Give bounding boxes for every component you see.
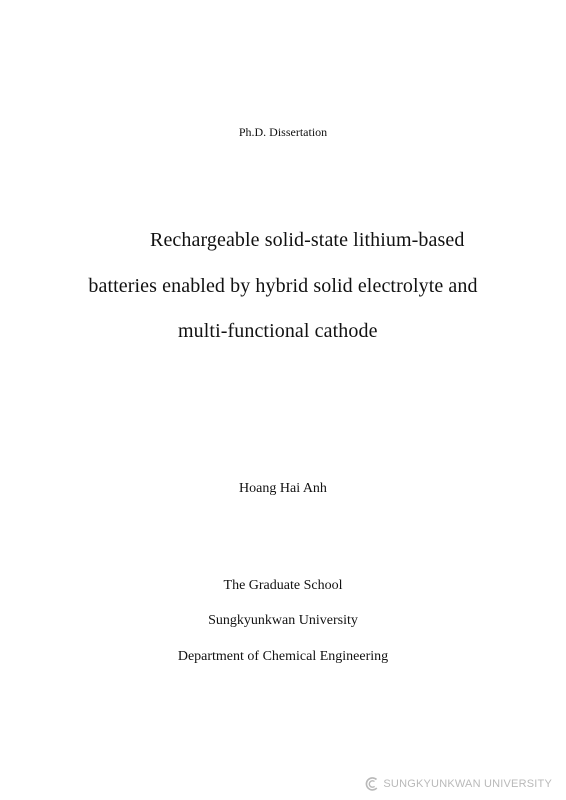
department-name: Department of Chemical Engineering [177,649,389,664]
author-name: Hoang Hai Anh [239,481,327,496]
degree-label: Ph.D. Dissertation [238,125,328,139]
title-line-1: Rechargeable solid-state lithium-based [150,229,465,251]
title-line-3: multi-functional cathode [178,320,378,342]
university-watermark [364,776,552,792]
title-line-2: batteries enabled by hybrid solid electrolyte and [88,275,478,297]
university-logo-icon [364,776,380,792]
watermark-text: SUNGKYUNKWAN UNIVERSITY [383,778,552,790]
university-name: Sungkyunkwan University [208,613,358,628]
graduate-school: The Graduate School [223,578,343,593]
